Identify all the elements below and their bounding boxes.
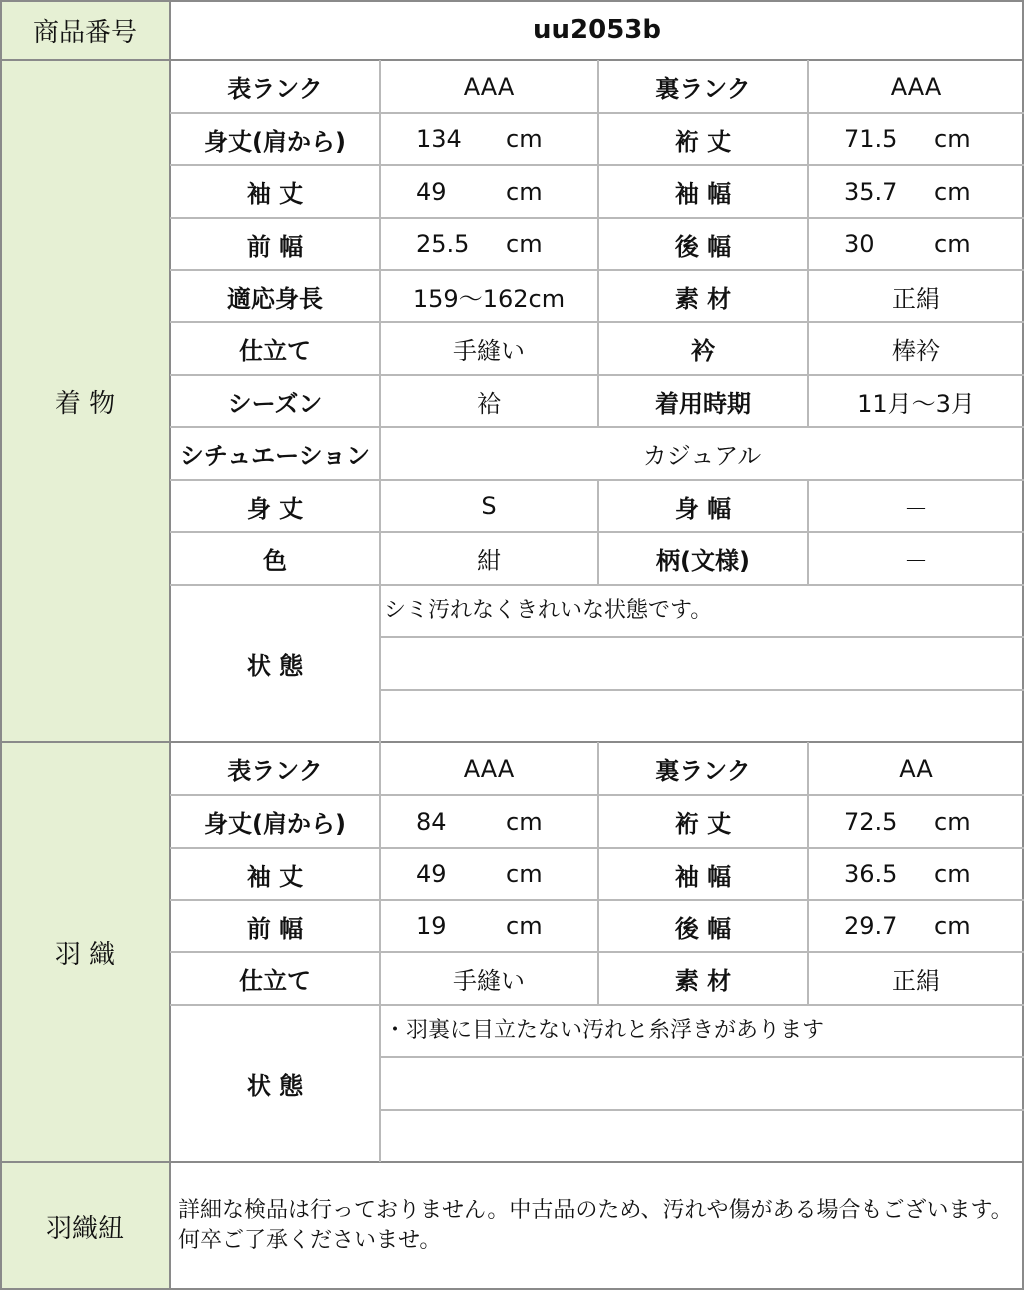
condition-label: 状 態 — [246, 652, 304, 680]
spec-value-unit: cm — [934, 230, 971, 258]
spec-label: 仕立て — [239, 337, 311, 365]
spec-value-unit: cm — [506, 177, 543, 206]
spec-value — [808, 113, 1024, 165]
spec-value-number: 36.5 — [844, 860, 898, 888]
spec-value — [808, 795, 1024, 848]
spec-value — [380, 218, 598, 270]
spec-value-number: 19 — [416, 912, 447, 940]
spec-value-unit: cm — [506, 912, 543, 940]
spec-value: 正絹 — [892, 284, 940, 313]
spec-value — [380, 848, 598, 900]
grid-line — [379, 742, 381, 1162]
haori-himo-label: 羽織紐 — [0, 1162, 170, 1290]
spec-value: 手縫い — [453, 337, 525, 365]
grid-line — [807, 480, 809, 585]
grid-line — [807, 60, 809, 427]
spec-value-number: 49 — [416, 860, 447, 888]
spec-value: 正絹 — [892, 967, 940, 995]
spec-label: 適応身長 — [227, 284, 323, 313]
grid-line — [597, 60, 599, 427]
grid-line — [597, 742, 599, 1005]
grid-line — [0, 0, 1024, 2]
spec-value-unit: cm — [934, 912, 971, 940]
grid-line — [380, 689, 1024, 691]
situation-value: カジュアル — [642, 442, 762, 470]
haori-himo-note — [172, 1195, 1024, 1257]
spec-label: 裄 丈 — [674, 810, 732, 838]
spec-label: 仕立て — [239, 967, 311, 995]
condition-note — [380, 1110, 1024, 1162]
grid-line — [380, 636, 1024, 638]
spec-label: 素 材 — [674, 967, 732, 995]
spec-label: 袖 丈 — [246, 862, 304, 891]
spec-label: 裏ランク — [655, 75, 751, 103]
spec-value-unit: cm — [506, 125, 543, 153]
spec-label: 身丈(肩から) — [204, 127, 346, 156]
spec-label: 袖 丈 — [246, 180, 304, 208]
grid-line — [807, 742, 809, 1005]
spec-value — [808, 218, 1024, 270]
spec-value: 11月〜3月 — [857, 389, 975, 418]
condition-note — [380, 637, 1024, 690]
spec-value: 棒衿 — [892, 337, 940, 365]
spec-value-unit: cm — [934, 125, 971, 153]
spec-value-unit: cm — [506, 807, 543, 836]
condition-note: ・羽裏に目立たない汚れと糸浮きがあります — [384, 1018, 825, 1043]
grid-line — [0, 59, 1024, 61]
spec-value: S — [481, 492, 497, 520]
spec-value-number: 49 — [416, 177, 447, 206]
spec-value — [380, 795, 598, 848]
haori-himo-note-line1: 詳細な検品は行っておりません。中古品のため、汚れや傷がある場合もございます。 — [178, 1198, 1013, 1223]
spec-value-number: 29.7 — [844, 912, 898, 940]
spec-label: 衿 — [691, 337, 715, 365]
spec-label: 後 幅 — [674, 914, 732, 943]
spec-label: 表ランク — [227, 757, 323, 785]
spec-value-number: 30 — [844, 230, 875, 258]
spec-value: 159〜162cm — [412, 284, 566, 313]
condition-label: 状 態 — [246, 1072, 304, 1100]
spec-value: 紺 — [477, 547, 501, 575]
spec-label: 袖 幅 — [674, 862, 732, 891]
spec-label: 後 幅 — [674, 232, 732, 261]
spec-value-unit: cm — [506, 860, 543, 888]
spec-value: 手縫い — [453, 967, 525, 995]
spec-value-unit: cm — [934, 807, 971, 836]
spec-value — [380, 165, 598, 218]
spec-value-number: 134 — [416, 125, 462, 153]
spec-value: AAA — [463, 72, 515, 101]
spec-value — [808, 848, 1024, 900]
spec-label: 表ランク — [227, 75, 323, 103]
spec-value-number: 71.5 — [844, 125, 898, 153]
spec-value — [380, 900, 598, 952]
spec-value: － — [904, 494, 928, 523]
grid-line — [0, 1161, 1024, 1163]
spec-value: AA — [899, 754, 933, 783]
spec-value: － — [904, 547, 928, 575]
condition-note — [380, 1057, 1024, 1110]
spec-value-number: 25.5 — [416, 230, 470, 258]
haori-himo-note-line2: 何卒ご了承くださいませ。 — [178, 1228, 442, 1253]
grid-line — [169, 0, 171, 1290]
situation-label: シチュエーション — [179, 442, 371, 470]
spec-label: 素 材 — [674, 284, 732, 313]
spec-label: 身 丈 — [246, 494, 304, 523]
spec-label: 身丈(肩から) — [204, 810, 346, 838]
condition-note — [380, 690, 1024, 742]
spec-value: AAA — [463, 754, 515, 783]
spec-label: 柄(文様) — [656, 547, 750, 575]
kimono-section-label: 着 物 — [0, 60, 170, 742]
haori-section-label: 羽 織 — [0, 742, 170, 1162]
spec-label: 袖 幅 — [674, 180, 732, 208]
spec-value — [808, 900, 1024, 952]
grid-line — [380, 1056, 1024, 1058]
spec-label: 裄 丈 — [674, 127, 732, 156]
spec-label: 前 幅 — [246, 914, 304, 943]
grid-line — [0, 741, 1024, 743]
grid-line — [379, 60, 381, 742]
spec-label: 裏ランク — [655, 757, 751, 785]
spec-value: 袷 — [477, 389, 501, 418]
spec-value-unit: cm — [506, 230, 543, 258]
spec-label: 身 幅 — [674, 494, 732, 523]
spec-value — [380, 113, 598, 165]
product-code: uu2053b — [533, 15, 661, 45]
spec-value-unit: cm — [934, 860, 971, 888]
spec-label: 前 幅 — [246, 232, 304, 261]
spec-value — [808, 165, 1024, 218]
spec-value-unit: cm — [934, 177, 971, 206]
spec-value: AAA — [890, 72, 942, 101]
spec-label: 色 — [263, 547, 287, 575]
spec-label: 着用時期 — [655, 389, 751, 418]
spec-label: シーズン — [227, 389, 323, 418]
grid-line — [597, 480, 599, 585]
product-number-label: 商品番号 — [0, 0, 170, 60]
condition-note: シミ汚れなくきれいな状態です。 — [384, 598, 713, 623]
grid-line — [0, 0, 2, 1290]
grid-line — [380, 1109, 1024, 1111]
spec-value-number: 84 — [416, 807, 447, 836]
spec-value-number: 72.5 — [844, 807, 898, 836]
spec-value-number: 35.7 — [844, 177, 898, 206]
